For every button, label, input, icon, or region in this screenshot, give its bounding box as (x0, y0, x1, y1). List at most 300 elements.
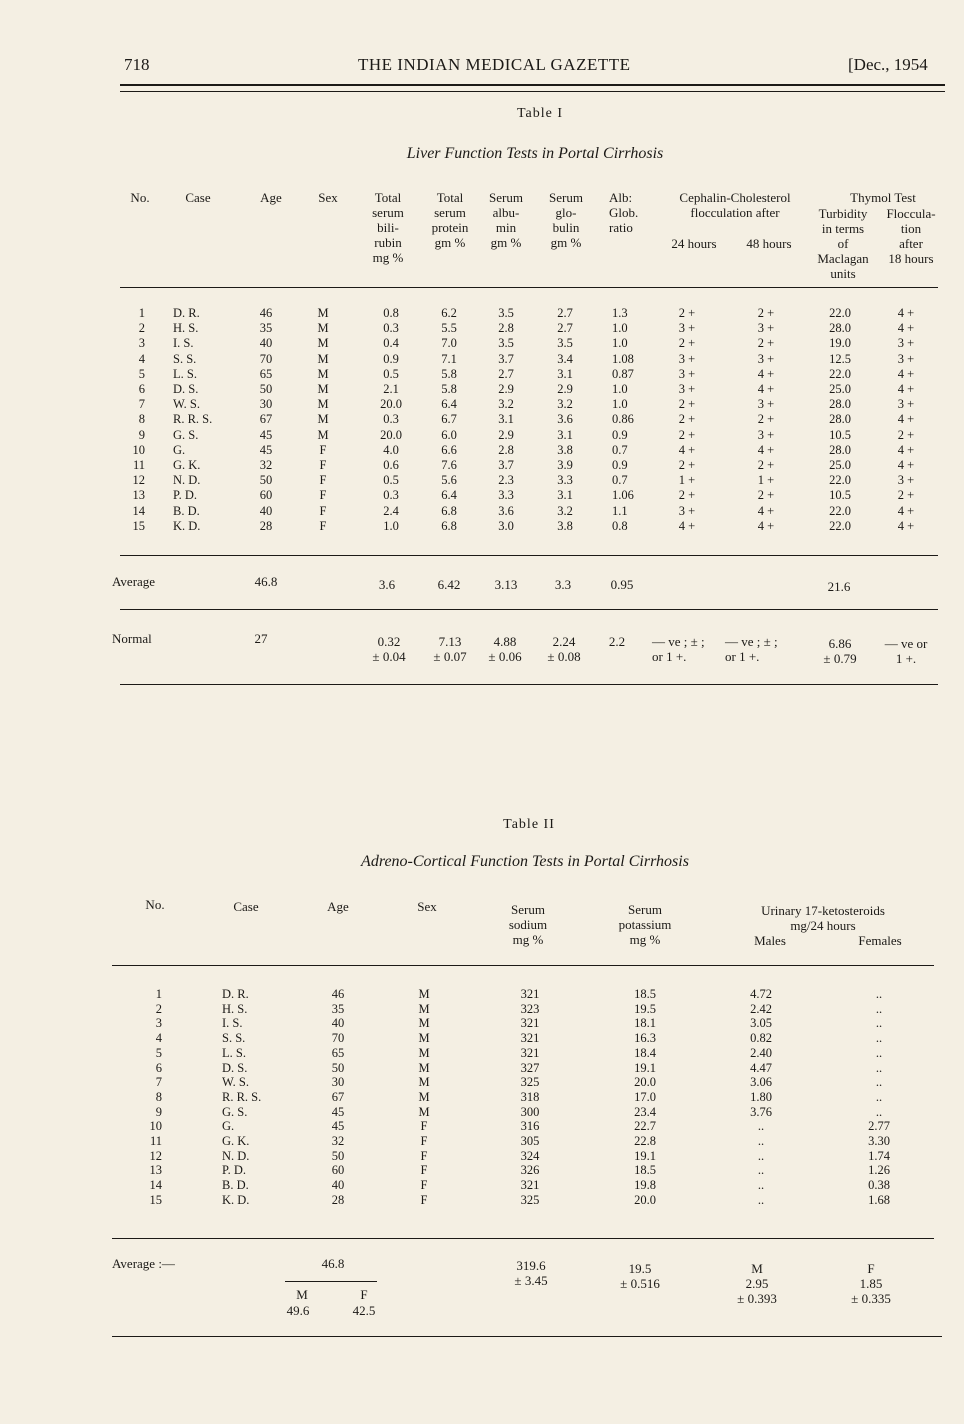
cell-sex: F (319, 488, 327, 503)
normal-albumin: ± 0.06 (488, 649, 522, 664)
normal-label: Normal (112, 631, 152, 646)
cell-no: 14 (132, 503, 145, 518)
cell-sex: F (319, 458, 327, 472)
average-ag-ratio: 0.95 (610, 577, 634, 592)
cell-age: 30 (259, 397, 273, 412)
normal-ag-ratio: 2.2 (608, 634, 626, 649)
cell-sodium: 325 (520, 1075, 540, 1090)
cell-albumin: 3.3 (498, 488, 514, 503)
cell-sodium: 323 (520, 1001, 540, 1016)
col-header-potassium: mg % (629, 932, 661, 947)
cell-case: B. D. (173, 503, 200, 518)
cell-albumin: 3.7 (498, 458, 514, 472)
cell-sex: M (418, 1045, 430, 1060)
cell-albumin: 2.9 (498, 382, 514, 396)
cell-sex: M (317, 321, 329, 336)
cell-case: N. D. (173, 473, 201, 488)
average-protein: 6.42 (437, 577, 461, 592)
cell-no: 13 (132, 488, 145, 503)
cell-ceph-24h: 1 + (678, 473, 696, 488)
cell-sex: M (418, 1075, 430, 1090)
cell-females: 0.38 (868, 1178, 890, 1193)
cell-age: 45 (331, 1104, 345, 1119)
cell-sex: M (317, 397, 329, 412)
col-header-flocculation: after (899, 236, 923, 251)
col-header-case: Case (233, 899, 259, 914)
cell-no: 5 (138, 366, 145, 381)
cell-females: 3.30 (868, 1134, 890, 1148)
cell-ceph-48h: 4 + (757, 366, 775, 381)
cell-sex: F (319, 518, 327, 533)
cell-females: .. (875, 1104, 883, 1119)
cell-case: D. S. (173, 382, 199, 396)
normal-globulin: 2.24 (552, 634, 576, 649)
average-f-age: 42.5 (352, 1303, 376, 1318)
col-header-turbidity: in terms (821, 221, 865, 236)
average-potassium: ± 0.516 (620, 1276, 660, 1291)
normal-flocculation: 1 +. (895, 651, 917, 666)
cell-age: 40 (259, 503, 273, 518)
page-number: 718 (124, 55, 150, 74)
cell-protein: 6.8 (441, 503, 457, 518)
average-females: ± 0.335 (851, 1291, 891, 1306)
cell-protein: 6.7 (441, 412, 457, 427)
cell-ag-ratio: 0.9 (612, 427, 628, 442)
cell-sex: M (317, 336, 329, 351)
cell-no: 5 (155, 1045, 162, 1060)
cell-age: 45 (259, 442, 273, 457)
cell-females: 1.68 (868, 1192, 890, 1207)
cell-turbidity: 22.0 (829, 473, 851, 488)
cell-bilirubin: 0.3 (383, 321, 399, 336)
col-header-flocculation: tion (900, 221, 922, 236)
cell-flocculation: 4 + (897, 412, 915, 427)
col-header-no: No. (130, 190, 150, 205)
cell-sex: M (418, 1031, 430, 1046)
average-sodium: ± 3.45 (514, 1273, 548, 1288)
cell-flocculation: 4 + (897, 503, 915, 518)
cell-ag-ratio: 0.8 (612, 518, 628, 533)
col-header-globulin: glo- (555, 205, 577, 220)
cell-turbidity: 22.0 (829, 518, 851, 533)
cell-case: R. R. S. (222, 1089, 262, 1104)
cell-sodium: 324 (520, 1148, 540, 1163)
cell-case: W. S. (222, 1075, 249, 1090)
cell-case: I. S. (222, 1016, 243, 1031)
cell-females: .. (875, 1060, 883, 1075)
cell-protein: 6.8 (441, 518, 457, 533)
cell-sodium: 321 (520, 1045, 540, 1060)
cell-sex: M (317, 306, 329, 320)
cell-ceph-48h: 3 + (757, 351, 775, 366)
cell-males: 1.80 (750, 1089, 772, 1104)
cell-ceph-48h: 4 + (757, 518, 775, 533)
cell-ceph-48h: 3 + (757, 397, 775, 412)
cell-no: 7 (155, 1075, 162, 1090)
cell-age: 50 (331, 1060, 345, 1075)
cell-age: 60 (259, 488, 273, 503)
cell-globulin: 3.9 (557, 458, 573, 472)
cell-ceph-24h: 2 + (678, 488, 696, 503)
col-header-turbidity: Turbidity (818, 206, 868, 221)
col-header-bilirubin: serum (372, 205, 404, 220)
cell-protein: 7.1 (441, 351, 457, 366)
cell-sex: M (418, 1016, 430, 1031)
cell-ceph-48h: 2 + (757, 458, 775, 472)
cell-bilirubin: 1.0 (383, 518, 399, 533)
cell-protein: 6.4 (441, 488, 457, 503)
cell-no: 13 (149, 1163, 162, 1178)
cell-sodium: 321 (520, 987, 540, 1001)
cell-no: 2 (138, 321, 145, 336)
average-albumin: 3.13 (494, 577, 518, 592)
cell-males: 3.76 (750, 1104, 772, 1119)
cell-ceph-24h: 2 + (678, 412, 696, 427)
cell-males: .. (757, 1178, 765, 1193)
cell-potassium: 22.8 (634, 1134, 656, 1148)
cell-case: P. D. (173, 488, 197, 503)
header-rule-thin (120, 91, 945, 92)
cell-protein: 5.8 (441, 366, 457, 381)
cell-no: 3 (155, 1016, 162, 1031)
average-bilirubin: 3.6 (378, 577, 396, 592)
cell-age: 28 (259, 518, 273, 533)
cell-sex: F (319, 473, 327, 488)
cell-no: 15 (132, 518, 145, 533)
col-header-no: No. (145, 897, 165, 912)
cell-turbidity: 10.5 (829, 488, 851, 503)
cell-albumin: 3.1 (498, 412, 514, 427)
cell-ceph-24h: 2 + (678, 397, 696, 412)
cell-no: 10 (132, 442, 145, 457)
cell-flocculation: 4 + (897, 382, 915, 396)
cell-flocculation: 4 + (897, 518, 915, 533)
col-header-protein: gm % (434, 235, 466, 250)
cell-ceph-48h: 4 + (757, 442, 775, 457)
cell-ag-ratio: 1.08 (612, 351, 634, 366)
cell-sex: M (317, 382, 329, 396)
normal-ceph-48h: — ve ; ± ; (725, 634, 778, 649)
cell-sex: M (317, 366, 329, 381)
cell-no: 12 (132, 473, 145, 488)
cell-sex: F (420, 1192, 428, 1207)
col-header-ceph-24h: 24 hours (671, 236, 717, 251)
cell-females: 1.74 (868, 1148, 890, 1163)
cell-no: 6 (138, 382, 145, 396)
cell-ceph-48h: 4 + (757, 503, 775, 518)
cell-potassium: 23.4 (634, 1104, 656, 1119)
cell-globulin: 2.7 (557, 321, 573, 336)
cell-case: R. R. S. (173, 412, 213, 427)
cell-ag-ratio: 1.06 (612, 488, 634, 503)
normal-bilirubin: ± 0.04 (372, 649, 406, 664)
cell-ag-ratio: 1.0 (612, 382, 628, 396)
cell-case: G. (222, 1119, 235, 1134)
cell-ag-ratio: 1.0 (612, 321, 628, 336)
cell-case: K. D. (222, 1192, 250, 1207)
cell-flocculation: 2 + (897, 427, 915, 442)
cell-males: 2.40 (750, 1045, 772, 1060)
average-f-label: F (360, 1287, 368, 1302)
col-header-cephalin: flocculation after (690, 205, 780, 220)
cell-potassium: 18.5 (634, 987, 656, 1001)
cell-bilirubin: 20.0 (380, 397, 402, 412)
col-header-globulin: bulin (552, 220, 580, 235)
cell-males: 2.42 (750, 1001, 772, 1016)
cell-males: 4.47 (750, 1060, 772, 1075)
table2-title: Adreno-Cortical Function Tests in Portal Cirrhosis (361, 853, 689, 870)
cell-bilirubin: 0.3 (383, 412, 399, 427)
cell-age: 70 (331, 1031, 345, 1046)
cell-globulin: 3.5 (557, 336, 573, 351)
cell-potassium: 19.1 (634, 1148, 656, 1163)
cell-protein: 6.4 (441, 397, 457, 412)
normal-turbidity: ± 0.79 (823, 651, 857, 666)
cell-globulin: 3.1 (557, 488, 573, 503)
cell-turbidity: 19.0 (829, 336, 851, 351)
cell-sex: F (319, 442, 327, 457)
col-header-ag-ratio: Glob. (609, 205, 639, 220)
cell-case: G. K. (173, 458, 201, 472)
cell-sodium: 327 (520, 1060, 540, 1075)
cell-flocculation: 4 + (897, 458, 915, 472)
cell-globulin: 3.8 (557, 518, 573, 533)
col-header-sodium: mg % (512, 932, 544, 947)
cell-age: 28 (331, 1192, 345, 1207)
cell-ag-ratio: 1.0 (612, 397, 628, 412)
cell-age: 46 (259, 306, 273, 320)
table2-body-rule (112, 1238, 934, 1239)
col-header-ketosteroids: Urinary 17-ketosteroids (761, 903, 885, 918)
cell-case: P. D. (222, 1163, 246, 1178)
cell-age: 70 (259, 351, 273, 366)
cell-bilirubin: 0.4 (383, 336, 399, 351)
cell-ag-ratio: 0.9 (612, 458, 628, 472)
cell-females: 1.26 (868, 1163, 890, 1178)
cell-sex: M (317, 351, 329, 366)
cell-ceph-24h: 3 + (678, 321, 696, 336)
cell-age: 46 (331, 987, 345, 1001)
average-turbidity: 21.6 (827, 579, 851, 594)
journal-title: THE INDIAN MEDICAL GAZETTE (358, 55, 631, 74)
col-header-ag-ratio: ratio (609, 220, 633, 235)
normal-ceph-48h: or 1 +. (725, 649, 760, 664)
cell-protein: 6.6 (441, 442, 457, 457)
cell-flocculation: 4 + (897, 366, 915, 381)
cell-bilirubin: 0.5 (383, 366, 399, 381)
col-header-flocculation: 18 hours (888, 251, 934, 266)
cell-flocculation: 2 + (897, 488, 915, 503)
cell-albumin: 2.8 (498, 321, 514, 336)
cell-sodium: 321 (520, 1016, 540, 1031)
cell-age: 35 (259, 321, 273, 336)
cell-protein: 5.8 (441, 382, 457, 396)
cell-case: G. K. (222, 1134, 250, 1148)
cell-turbidity: 28.0 (829, 397, 851, 412)
cell-albumin: 3.0 (498, 518, 514, 533)
cell-turbidity: 22.0 (829, 306, 851, 320)
issue-date: [Dec., 1954 (848, 55, 928, 74)
col-header-turbidity: of (837, 236, 849, 251)
normal-protein: ± 0.07 (433, 649, 467, 664)
col-header-protein: Total (436, 190, 464, 205)
cell-case: G. (173, 442, 186, 457)
normal-flocculation: — ve or (884, 636, 928, 651)
cell-globulin: 3.6 (557, 412, 573, 427)
cell-turbidity: 12.5 (829, 351, 851, 366)
average-label: Average :— (112, 1256, 175, 1271)
cell-potassium: 18.5 (634, 1163, 656, 1178)
table1-body-rule (120, 555, 938, 556)
cell-case: G. S. (222, 1104, 248, 1119)
cell-case: D. R. (173, 306, 200, 320)
cell-bilirubin: 0.6 (383, 458, 399, 472)
col-header-cephalin: Cephalin-Cholesterol (679, 190, 791, 205)
cell-turbidity: 10.5 (829, 427, 851, 442)
table1-header-rule (120, 287, 938, 288)
cell-males: 3.05 (750, 1016, 772, 1031)
cell-no: 1 (138, 306, 145, 320)
cell-ceph-24h: 3 + (678, 382, 696, 396)
average-age: 46.8 (254, 574, 278, 589)
average-females: 1.85 (859, 1276, 883, 1291)
cell-males: 4.72 (750, 987, 772, 1001)
cell-turbidity: 25.0 (829, 382, 851, 396)
cell-albumin: 3.5 (498, 306, 514, 320)
cell-sodium: 321 (520, 1031, 540, 1046)
average-males: M (751, 1261, 763, 1276)
cell-females: .. (875, 1089, 883, 1104)
col-header-albumin: min (495, 220, 517, 235)
cell-albumin: 3.5 (498, 336, 514, 351)
normal-age: 27 (254, 631, 268, 646)
cell-sodium: 316 (520, 1119, 540, 1134)
cell-globulin: 2.9 (557, 382, 573, 396)
cell-sodium: 305 (520, 1134, 540, 1148)
cell-age: 45 (259, 427, 273, 442)
cell-females: .. (875, 1001, 883, 1016)
cell-females: 2.77 (868, 1119, 890, 1134)
cell-males: 3.06 (750, 1075, 772, 1090)
average-age: 46.8 (321, 1256, 345, 1271)
cell-albumin: 3.6 (498, 503, 514, 518)
cell-females: .. (875, 1031, 883, 1046)
cell-albumin: 2.8 (498, 442, 514, 457)
cell-protein: 6.2 (441, 306, 457, 320)
cell-sex: F (319, 503, 327, 518)
cell-no: 2 (155, 1001, 162, 1016)
cell-no: 7 (138, 397, 145, 412)
cell-ag-ratio: 0.7 (612, 473, 628, 488)
cell-sex: M (418, 1001, 430, 1016)
cell-flocculation: 4 + (897, 306, 915, 320)
cell-globulin: 3.1 (557, 366, 573, 381)
average-females: F (867, 1261, 875, 1276)
cell-albumin: 3.7 (498, 351, 514, 366)
col-header-potassium: potassium (618, 917, 672, 932)
cell-potassium: 17.0 (634, 1089, 656, 1104)
normal-bilirubin: 0.32 (377, 634, 401, 649)
cell-females: .. (875, 1045, 883, 1060)
cell-ag-ratio: 1.3 (612, 306, 628, 320)
cell-age: 65 (331, 1045, 345, 1060)
cell-flocculation: 3 + (897, 351, 915, 366)
cell-potassium: 20.0 (634, 1192, 656, 1207)
table2-bottom-rule (112, 1336, 942, 1337)
cell-flocculation: 3 + (897, 336, 915, 351)
col-header-sodium: sodium (508, 917, 548, 932)
col-header-age: Age (260, 190, 282, 205)
cell-globulin: 3.8 (557, 442, 573, 457)
cell-sodium: 326 (520, 1163, 540, 1178)
col-header-globulin: gm % (550, 235, 582, 250)
cell-age: 50 (259, 473, 273, 488)
cell-no: 11 (149, 1134, 162, 1148)
cell-albumin: 3.2 (498, 397, 514, 412)
cell-case: L. S. (222, 1045, 246, 1060)
col-header-turbidity: Maclagan (817, 251, 869, 266)
col-header-bilirubin: bili- (377, 220, 399, 235)
cell-age: 35 (331, 1001, 345, 1016)
cell-sex: M (418, 1089, 430, 1104)
cell-case: H. S. (173, 321, 199, 336)
cell-case: H. S. (222, 1001, 248, 1016)
cell-ceph-24h: 4 + (678, 518, 696, 533)
cell-ceph-48h: 2 + (757, 306, 775, 320)
cell-no: 8 (155, 1089, 162, 1104)
average-m-age: 49.6 (286, 1303, 310, 1318)
cell-ceph-24h: 2 + (678, 336, 696, 351)
cell-albumin: 2.3 (498, 473, 514, 488)
cell-protein: 5.5 (441, 321, 457, 336)
cell-no: 4 (155, 1031, 162, 1046)
col-header-protein: protein (431, 220, 469, 235)
cell-age: 32 (331, 1134, 345, 1148)
cell-case: I. S. (173, 336, 194, 351)
cell-sodium: 321 (520, 1178, 540, 1193)
cell-no: 6 (155, 1060, 162, 1075)
cell-ceph-24h: 2 + (678, 458, 696, 472)
cell-males: 0.82 (750, 1031, 772, 1046)
cell-age: 32 (259, 458, 273, 472)
cell-case: D. S. (222, 1060, 248, 1075)
cell-females: .. (875, 987, 883, 1001)
col-header-turbidity: units (830, 266, 856, 281)
cell-bilirubin: 20.0 (380, 427, 402, 442)
cell-ceph-24h: 2 + (678, 427, 696, 442)
cell-ceph-48h: 2 + (757, 488, 775, 503)
cell-no: 14 (149, 1178, 162, 1193)
cell-protein: 6.0 (441, 427, 457, 442)
cell-turbidity: 22.0 (829, 503, 851, 518)
cell-ceph-24h: 3 + (678, 351, 696, 366)
cell-potassium: 19.1 (634, 1060, 656, 1075)
cell-globulin: 3.1 (557, 427, 573, 442)
cell-globulin: 3.3 (557, 473, 573, 488)
cell-no: 9 (138, 427, 145, 442)
col-header-albumin: gm % (490, 235, 522, 250)
cell-ceph-24h: 3 + (678, 503, 696, 518)
cell-males: .. (757, 1148, 765, 1163)
col-header-ceph-48h: 48 hours (746, 236, 792, 251)
cell-flocculation: 4 + (897, 442, 915, 457)
cell-case: S. S. (222, 1031, 246, 1046)
cell-age: 67 (331, 1089, 345, 1104)
col-header-thymol: Thymol Test (850, 190, 916, 205)
cell-sex: F (420, 1148, 428, 1163)
average-potassium: 19.5 (628, 1261, 652, 1276)
cell-albumin: 2.9 (498, 427, 514, 442)
